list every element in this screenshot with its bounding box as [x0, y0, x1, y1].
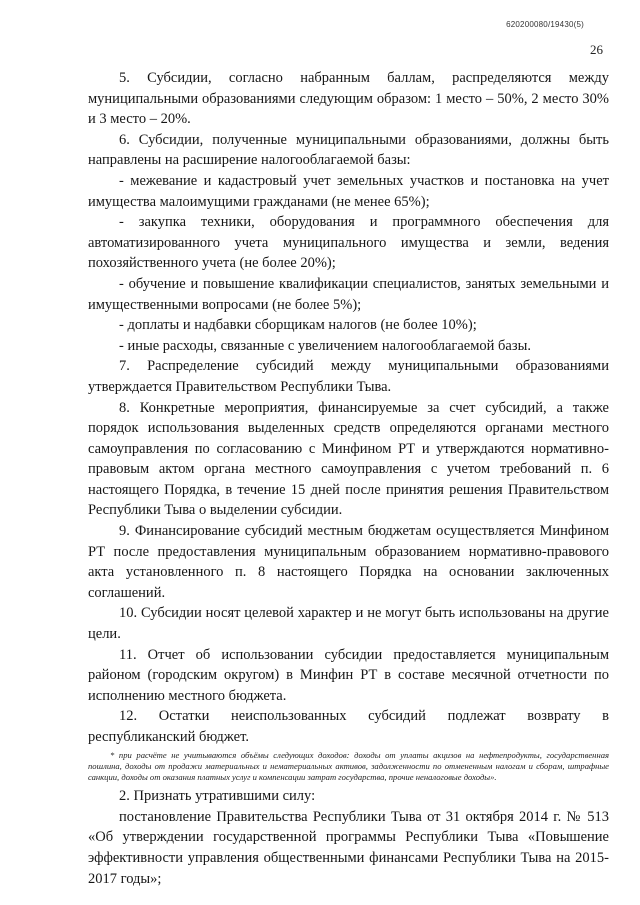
paragraph-item-10: 10. Субсидии носят целевой характер и не могут быть использованы на другие цели.: [88, 605, 609, 643]
list-item-tax-bonuses: - доплаты и надбавки сборщикам налогов (не более 10%);: [119, 317, 477, 334]
paragraph-item-5: 5. Субсидии, согласно набранным баллам, распределяются между муниципальными образованиями следующим образом: 1 место – 50%, 2 место 30% и 3 место – 20%.: [88, 70, 609, 128]
document-body: [88, 68, 609, 889]
footnote: * при расчёте не учитываются объёмы следующих доходов: доходы от уплаты акцизов на нефтепродукты, государственная пошлина, доходы от продажи материальных и нематериальных активов, задолженности по отмененным налогам и сборам, штрафные санкции, доходы от оказания платных услуг и компенсации затрат государства, прочие неналоговые доходы».: [88, 749, 609, 782]
paragraph-item-6: 6. Субсидии, полученные муниципальными образованиями, должны быть направлены на расширение налогооблагаемой базы:: [88, 131, 609, 169]
paragraph-item-9: 9. Финансирование субсидий местным бюджетам осуществляется Минфином РТ после предоставления муниципальным образованием нормативно-правового акта установленного п. 8 настоящего Порядка на основании заключенных соглашений.: [88, 523, 609, 601]
paragraph-item-7: 7. Распределение субсидий между муниципальными образованиями утверждается Правительством Республики Тыва.: [88, 358, 609, 395]
document-code: 620200080/19430(5): [506, 20, 584, 29]
list-item-other-expenses: - иные расходы, связанные с увеличением налогооблагаемой базы.: [119, 337, 531, 354]
list-item-training: - обучение и повышение квалификации специалистов, занятых земельными и имущественными вопросами (не более 5%);: [88, 275, 609, 313]
list-item-equipment: - закупка техники, оборудования и программного обеспечения для автоматизированного учета муниципального имущества и земли, ведения похозяйственного учета (не более 20%);: [88, 214, 609, 272]
list-item-cadastre: - межевание и кадастровый учет земельных участков и постановка на учет имущества малоимущими гражданами (не менее 65%);: [88, 172, 609, 210]
paragraph-item-11: 11. Отчет об использовании субсидии предоставляется муниципальным районом (городским округом) в Минфин РТ в составе месячной отчетности по исполнению местного бюджета.: [88, 646, 609, 704]
section-2-heading: 2. Признать утратившими силу:: [119, 788, 316, 805]
page-number: 26: [590, 42, 603, 57]
paragraph-item-12: 12. Остатки неиспользованных субсидий подлежат возврату в республиканский бюджет.: [88, 708, 609, 745]
paragraph-item-8: 8. Конкретные мероприятия, финансируемые за счет субсидий, а также порядок использования выделенных средств определяются органами местного самоуправления по согласованию с Минфином РТ и утверждаются нормативно-правовым актом органа местного самоуправления с учетом требований п. 6 настоящего Порядка, в течение 15 дней после принятия решения Правительством Республики Тыва о выделении субсидии.: [88, 399, 609, 519]
repealed-resolution: постановление Правительства Республики Тыва от 31 октября 2014 г. № 513 «Об утверждении государственной программы Республики Тыва «Повышение эффективности управления общественными финансами Республики Тыва на 2015-2017 годы»;: [88, 808, 609, 887]
